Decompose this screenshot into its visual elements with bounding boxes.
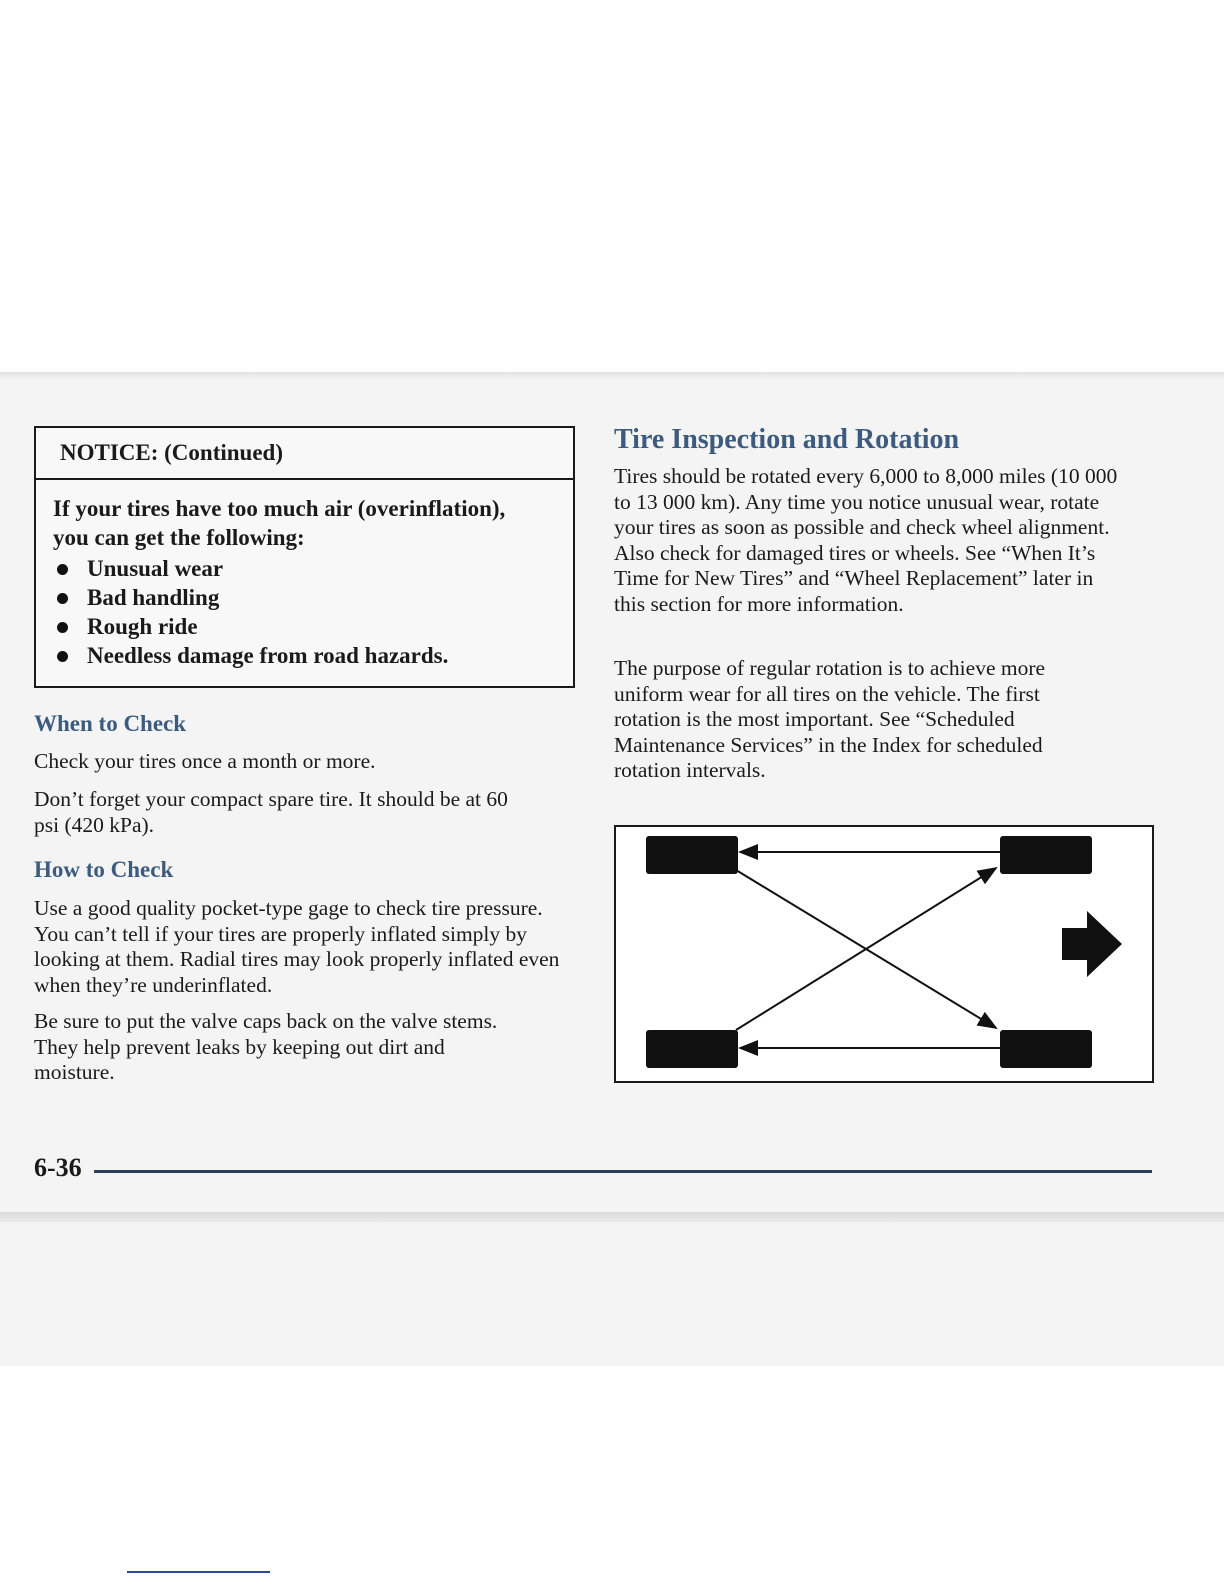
- tire-rotation-heading: Tire Inspection and Rotation: [614, 424, 960, 455]
- notice-header: NOTICE: (Continued): [36, 428, 573, 480]
- when-to-check-paragraph-2: Don’t forget your compact spare tire. It should be at 60 psi (420 kPa).: [34, 787, 508, 837]
- how-to-check-paragraph-2: Be sure to put the valve caps back on the valve stems. They help prevent leaks by keeping out dirt and moisture.: [34, 1009, 498, 1085]
- notice-list: [53, 554, 573, 670]
- right-rear-tire: [1000, 1030, 1092, 1068]
- notice-body: [36, 480, 573, 670]
- right-front-tire: [1000, 836, 1092, 874]
- bottom-underline: [127, 1571, 270, 1573]
- when-to-check-heading: When to Check: [34, 711, 187, 736]
- notice-intro: If your tires have too much air (overinflation), you can get the following:: [53, 496, 506, 550]
- list-item: Needless damage from road hazards.: [53, 641, 573, 670]
- footer-rule: [94, 1170, 1152, 1173]
- band-top-edge: [0, 372, 1224, 380]
- tire-rotation-paragraph-2: The purpose of regular rotation is to achieve more uniform wear for all tires on the vehicle. The first rotation is the most important. See “Scheduled Maintenance Services” in the Index for scheduled rotation intervals.: [614, 656, 1046, 783]
- list-item: Rough ride: [53, 612, 573, 641]
- when-to-check-paragraph-1: Check your tires once a month or more.: [34, 749, 376, 773]
- tire-rotation-diagram: [614, 825, 1154, 1083]
- left-front-tire: [646, 836, 738, 874]
- list-item: Bad handling: [53, 583, 573, 612]
- page-number: 6-36: [34, 1153, 82, 1182]
- how-to-check-paragraph-1: Use a good quality pocket-type gage to check tire pressure. You can’t tell if your tires are properly inflated simply by looking at them. Radial tires may look properly inflated even when they’re underinflated.: [34, 896, 560, 997]
- tire-rotation-paragraph-1: Tires should be rotated every 6,000 to 8,000 miles (10 000 to 13 000 km). Any time you notice unusual wear, rotate your tires as soon as possible and check wheel alignment. Also check for damaged tires or wheels. See “When It’s Time for New Tires” and “Wheel Replacement” later in this section for more information.: [614, 464, 1118, 616]
- notice-box: [34, 426, 575, 688]
- how-to-check-heading: How to Check: [34, 857, 174, 882]
- left-rear-tire: [646, 1030, 738, 1068]
- list-item: Unusual wear: [53, 554, 573, 583]
- band-bottom-edge: [0, 1212, 1224, 1222]
